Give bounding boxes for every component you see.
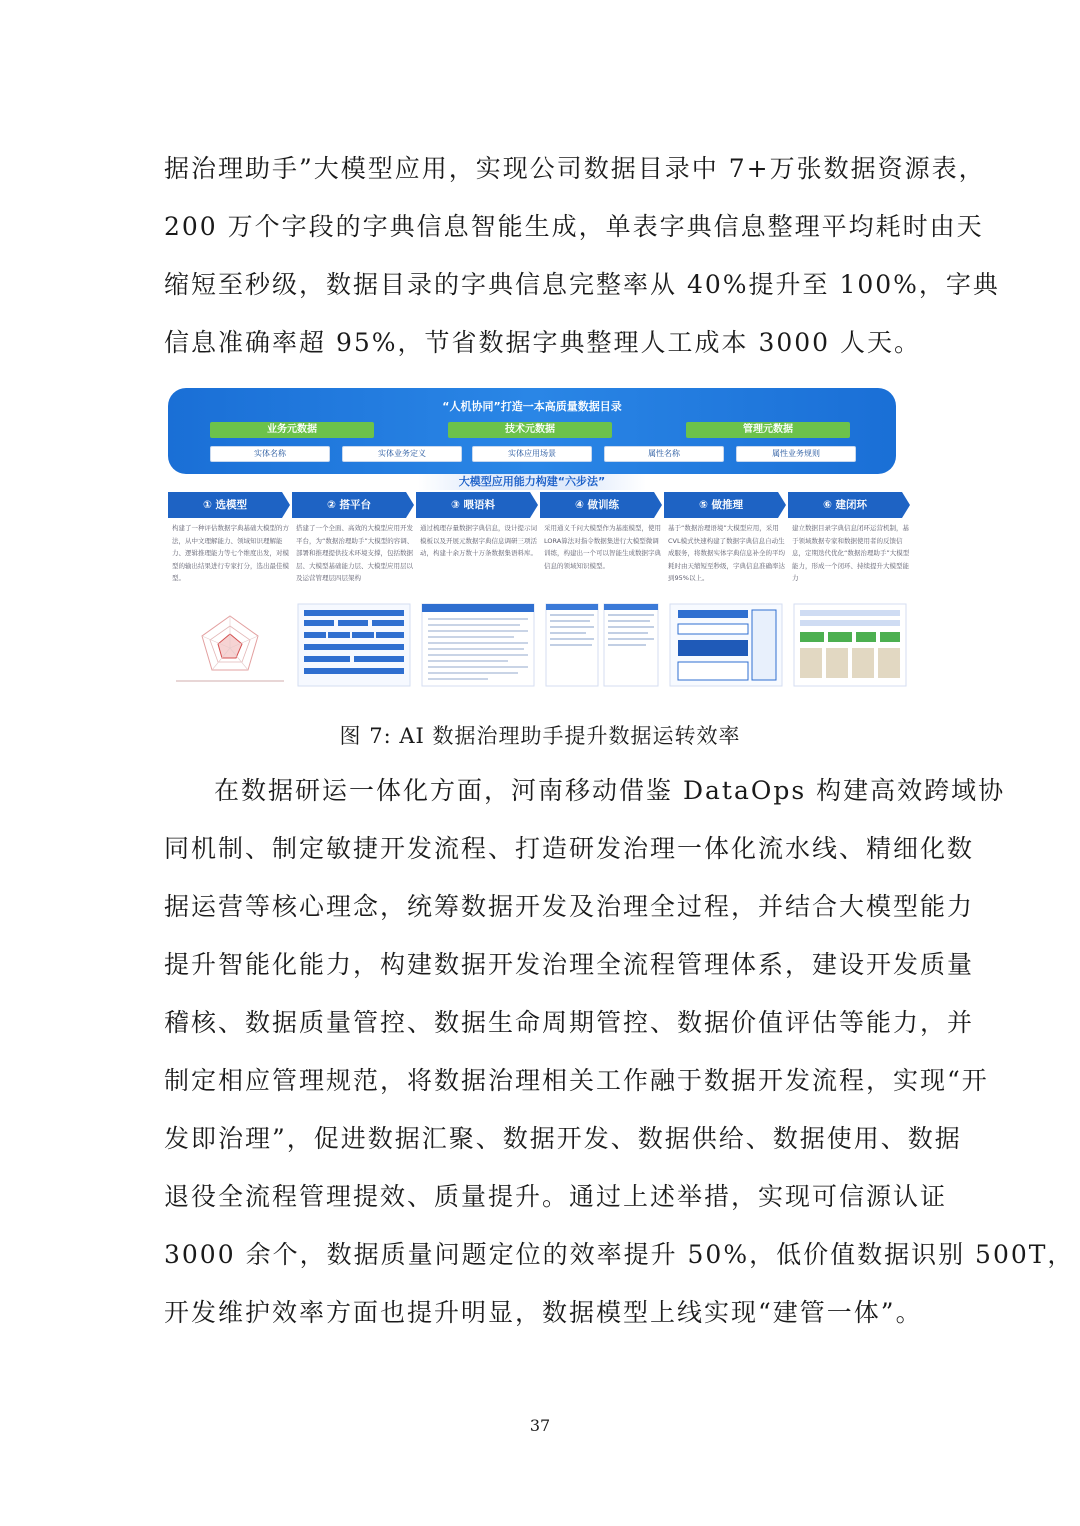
training-screens-thumbnail — [544, 602, 660, 688]
paragraph-1 — [164, 140, 1000, 372]
tag-entity-application-scenario: 实体应用场景 — [472, 446, 592, 462]
step-text-4: 采用通义千问大模型作为基座模型，使用LORA算法对指令数据集进行大模型微调训练，构建出一个可以智能生成数据字典信息的领域知识模型。 — [544, 524, 661, 570]
paragraph-line: 发即治理”，促进数据汇聚、数据开发、数据供给、数据使用、数据 — [164, 1124, 962, 1153]
step-text-3: 通过梳理存量数据字典信息，设计提示词模板以及开展元数据字典信息调研三项活动，构建十余万数十万条数据集语料库。 — [420, 524, 537, 557]
radar-chart-thumbnail — [172, 602, 288, 688]
six-step-banner: 大模型应用能力构建“六步法” — [418, 474, 646, 490]
paragraph-line: 退役全流程管理提效、质量提升。通过上述举措，实现可信源认证 — [164, 1182, 948, 1211]
paragraph-line: 200 万个字段的字典信息智能生成，单表字典信息整理平均耗时由天 — [164, 212, 984, 241]
category-business-metadata: 业务元数据 — [210, 422, 374, 438]
step-header-1: ① 选模型 — [168, 492, 282, 518]
paragraph-line: 在数据研运一体化方面，河南移动借鉴 DataOps 构建高效跨域协 — [214, 776, 1006, 805]
inference-flow-thumbnail — [668, 602, 784, 688]
paragraph-line: 制定相应管理规范，将数据治理相关工作融于数据开发流程，实现“开 — [164, 1066, 989, 1095]
closed-loop-dashboard-thumbnail — [792, 602, 908, 688]
step-header-2: ② 搭平台 — [292, 492, 406, 518]
platform-architecture-thumbnail — [296, 602, 412, 688]
figure-caption: 图 7: AI 数据治理助手提升数据运转效率 — [339, 724, 741, 748]
step-header-6: ⑥ 建闭环 — [788, 492, 902, 518]
tag-attribute-name: 属性名称 — [604, 446, 724, 462]
figure-ai-data-governance — [168, 388, 910, 692]
paragraph-line: 缩短至秒级，数据目录的字典信息完整率从 40%提升至 100%，字典 — [164, 270, 1000, 299]
paragraph-line: 3000 余个，数据质量问题定位的效率提升 50%，低价值数据识别 500T， — [164, 1240, 1075, 1269]
paragraph-line: 开发维护效率方面也提升明显，数据模型上线实现“建管一体”。 — [164, 1298, 923, 1327]
step-header-4: ④ 做训练 — [540, 492, 654, 518]
corpus-document-thumbnail — [420, 602, 536, 688]
tag-attribute-business-rule: 属性业务规则 — [736, 446, 856, 462]
tag-entity-business-definition: 实体业务定义 — [342, 446, 462, 462]
paragraph-line: 信息准确率超 95%，节省数据字典整理人工成本 3000 人天。 — [164, 328, 922, 357]
paragraph-2 — [164, 762, 1075, 1342]
category-technical-metadata: 技术元数据 — [448, 422, 612, 438]
figure-banner — [168, 388, 896, 474]
tag-entity-name: 实体名称 — [210, 446, 330, 462]
step-text-1: 构建了一种评估数据字典基础大模型的方法，从中文理解能力、领域知识理解能力、逻辑推理能力等七个维度出发，对模型的输出结果进行专家打分，选出最佳模型。 — [172, 524, 289, 582]
step-text-2: 搭建了一个全面、高效的大模型应用开发平台，为“数据治理助手”大模型的容调、部署和推理提供技术环境支撑，包括数据层、大模型基础能力层、大模型应用层以及运营管理层四层架构 — [296, 524, 414, 582]
figure-banner-title: “人机协同”打造一本高质量数据目录 — [442, 400, 622, 413]
step-text-5: 基于“数据治理语境”大模型应用，采用CVL模式快速构建了数据字典信息自动生成服务，将数据实体字典信息补全的平均耗时由天缩短至秒级，字典信息准确率达到95%以上。 — [668, 524, 785, 582]
step-text-6: 建立数据目录字典信息闭环运营机制，基于领域数据专家和数据使用者的反馈信息，定期迭代优化“数据治理助手”大模型能力，形成一个闭环、持续提升大模型能力 — [792, 524, 910, 582]
paragraph-line: 据治理助手”大模型应用，实现公司数据目录中 7+万张数据资源表， — [164, 154, 986, 183]
step-header-3: ③ 喂语料 — [416, 492, 530, 518]
paragraph-line: 稽核、数据质量管控、数据生命周期管控、数据价值评估等能力，并 — [164, 1008, 975, 1037]
paragraph-line: 据运营等核心理念，统筹数据开发及治理全过程，并结合大模型能力 — [164, 892, 975, 921]
paragraph-line: 提升智能化能力，构建数据开发治理全流程管理体系，建设开发质量 — [164, 950, 975, 979]
category-management-metadata: 管理元数据 — [686, 422, 850, 438]
page-number: 37 — [529, 1416, 551, 1435]
paragraph-line: 同机制、制定敏捷开发流程、打造研发治理一体化流水线、精细化数 — [164, 834, 975, 863]
step-header-5: ⑤ 做推理 — [664, 492, 778, 518]
